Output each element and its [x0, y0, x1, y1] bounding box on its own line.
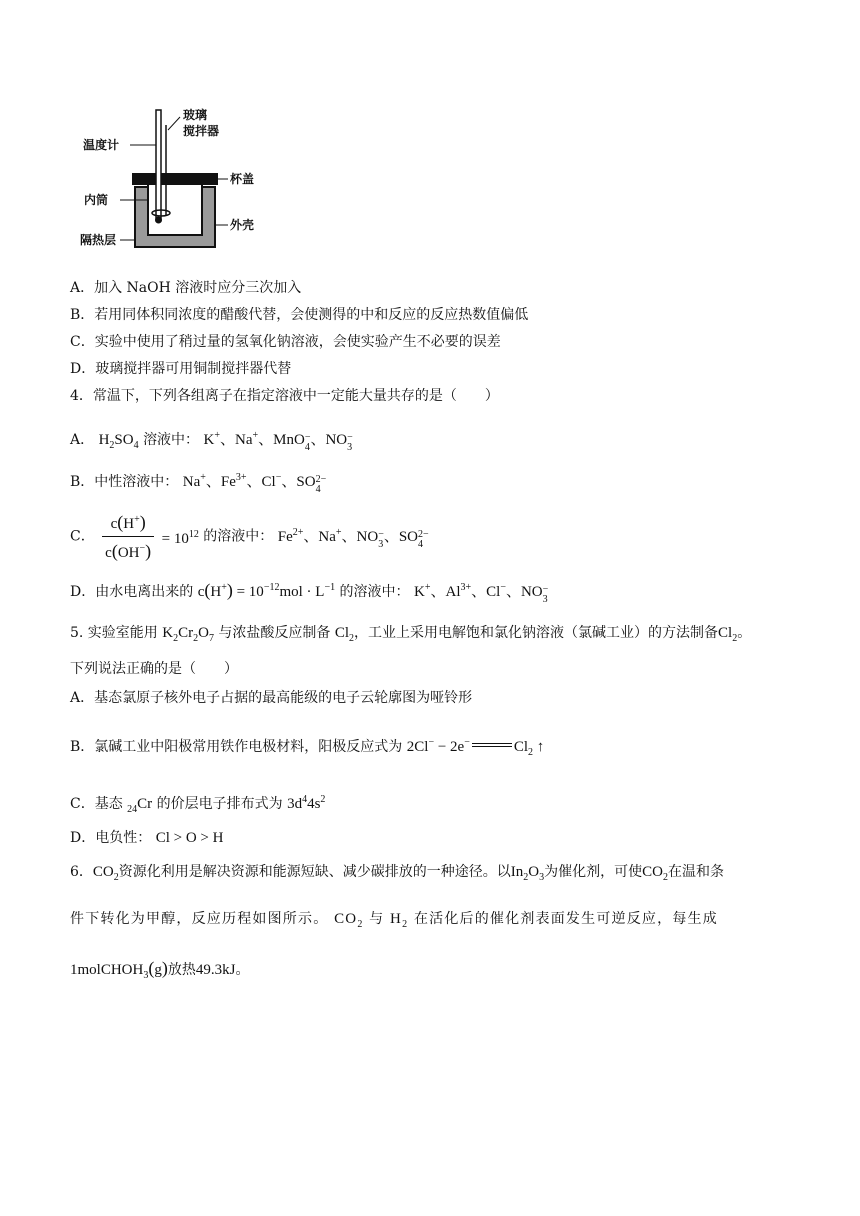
q4-option-d: D．由水电离出来的 $c(H^+) = 10^{-12}mol \cdot L^{-1}$ 的溶液中： K+、$Al^{3+}$、Cl−、NO− 3 — [70, 580, 549, 605]
q3-option-c: C．实验中使用了稍过量的氢氧化钠溶液，会使实验产生不必要的误差 — [70, 334, 501, 350]
q4-stem: 4．常温下，下列各组离子在指定溶液中一定能大量共存的是（ ） — [70, 388, 499, 404]
q5-stem-line2: 下列说法正确的是（ ） — [70, 661, 238, 677]
q4-option-c: C． $\frac{c(H^+)}{c(OH^-)}$ = $10^{12}$ 的溶液中： $Fe^{2+}$、Na+、NO− 3、SO2− 4 — [70, 512, 429, 561]
q3-option-b: B．若用同体积同浓度的醋酸代替，会使测得的中和反应的反应热数值偏低 — [70, 307, 529, 323]
lid — [132, 173, 218, 185]
q4-option-b: B．中性溶液中： Na+、$Fe^{3+}$、Cl−、SO2− 4 — [70, 472, 327, 495]
q3-option-a: A．加入 NaOH 溶液时应分三次加入 — [70, 280, 302, 296]
q6-line3: 1molCHOH$_3$(g)放热49.3kJ。 — [70, 958, 250, 981]
label-stirrer-1: 玻璃 — [183, 108, 208, 122]
q6-line2: 件下转化为甲醇，反应历程如图所示。 $CO_2$ 与 $H_2$ 在活化后的催化剂表面发生可逆反应，每生成 — [70, 911, 718, 930]
q3-option-d: D．玻璃搅拌器可用铜制搅拌器代替 — [70, 361, 292, 377]
label-outer-shell: 外壳 — [230, 218, 255, 232]
q5-option-c: C．基态 $_{24}$Cr 的价层电子排布式为 $3d^44s^2$ — [70, 794, 326, 815]
q5-option-b: B．氯碱工业中阳极常用铁作电极材料，阳极反应式为 2Cl− − 2e− $Cl_2$ ↑ — [70, 737, 545, 758]
q4-option-a: A． $H_2SO_4$ 溶液中： K+、Na+、MnO− 4、NO− 3 — [70, 430, 353, 453]
label-thermometer: 温度计 — [83, 138, 120, 152]
label-insulation: 隔热层 — [80, 233, 117, 247]
label-stirrer-2: 搅拌器 — [183, 124, 220, 138]
q5-stem-line1: 5. 实验室能用 $K_2Cr_2O_7$ 与浓盐酸反应制备 $Cl_2$，工业上采用电解饱和氯化钠溶液（氯碱工业）的方法制备$Cl_2$。 — [70, 625, 752, 644]
q5-option-d: D．电负性： Cl > O > H — [70, 830, 224, 846]
label-lid: 杯盖 — [230, 172, 255, 186]
calorimeter-diagram — [80, 105, 255, 250]
thermometer — [156, 110, 161, 220]
q5-option-a: A．基态氯原子核外电子占据的最高能级的电子云轮廓图为哑铃形 — [70, 690, 473, 706]
ratio-fraction: $\frac{c(H^+)}{c(OH^-)}$ — [102, 510, 154, 563]
label-inner-cylinder: 内筒 — [84, 193, 109, 207]
q6-line1: 6．$CO_2$资源化利用是解决资源和能源短缺、减少碳排放的一种途径。以$In_2O_3$为催化剂，可使$CO_2$在温和条 — [70, 864, 724, 883]
